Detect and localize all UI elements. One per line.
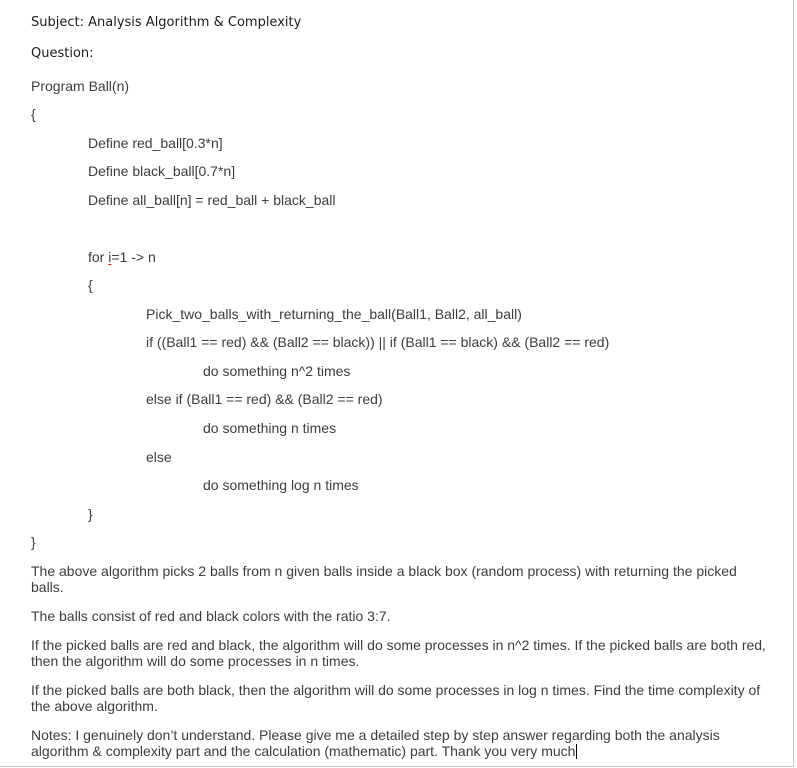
paragraph-ratio: The balls consist of red and black colors with the ratio 3:7. bbox=[31, 608, 391, 624]
for-open-brace: { bbox=[88, 277, 93, 293]
define-black-ball-line: Define black_ball[0.7*n] bbox=[88, 163, 236, 179]
else-if-line: else if (Ball1 == red) && (Ball2 == red) bbox=[146, 391, 383, 407]
for-range: =1 -> n bbox=[111, 249, 156, 265]
do-log-n-line: do something log n times bbox=[203, 477, 359, 493]
program-signature: Program Ball(n) bbox=[31, 78, 130, 94]
for-keyword: for bbox=[88, 249, 109, 265]
notes-text: Notes: I genuinely don’t understand. Please give me a detailed step by step answer regarding both the analysis algorithm & complexity part and the calculation (mathematic) part. Thank you very much bbox=[31, 727, 720, 759]
paragraph-red-black-case: If the picked balls are red and black, the algorithm will do some processes in n^2 times. If the picked balls are both red, then the algorithm will do some processes in n times. bbox=[31, 637, 766, 669]
pick-balls-line: Pick_two_balls_with_returning_the_ball(Ball1, Ball2, all_ball) bbox=[146, 306, 522, 322]
paragraph-notes bbox=[31, 727, 771, 759]
text-cursor bbox=[576, 744, 577, 759]
for-loop-line bbox=[88, 249, 156, 265]
for-close-brace: } bbox=[88, 506, 93, 522]
do-n-squared-line: do something n^2 times bbox=[203, 363, 351, 379]
program-open-brace: { bbox=[31, 106, 36, 122]
define-all-ball-line: Define all_ball[n] = red_ball + black_ball bbox=[88, 192, 336, 208]
else-line: else bbox=[146, 449, 172, 465]
do-n-line: do something n times bbox=[203, 420, 337, 436]
paragraph-black-case: If the picked balls are both black, then the algorithm will do some processes in log n times. Find the time complexity of the above algorithm. bbox=[31, 682, 761, 714]
if-condition-line: if ((Ball1 == red) && (Ball2 == black)) || if (Ball1 == black) && (Ball2 == red) bbox=[146, 334, 610, 350]
program-close-brace: } bbox=[31, 534, 36, 550]
subject-line: Subject: Analysis Algorithm & Complexity bbox=[31, 15, 302, 30]
define-red-ball-line: Define red_ball[0.3*n] bbox=[88, 135, 223, 151]
spellcheck-underlined-word: i bbox=[108, 249, 112, 265]
paragraph-algorithm-description: The above algorithm picks 2 balls from n given balls inside a black box (random process) with returning the picked balls. bbox=[31, 563, 737, 595]
question-label: Question: bbox=[31, 46, 94, 61]
